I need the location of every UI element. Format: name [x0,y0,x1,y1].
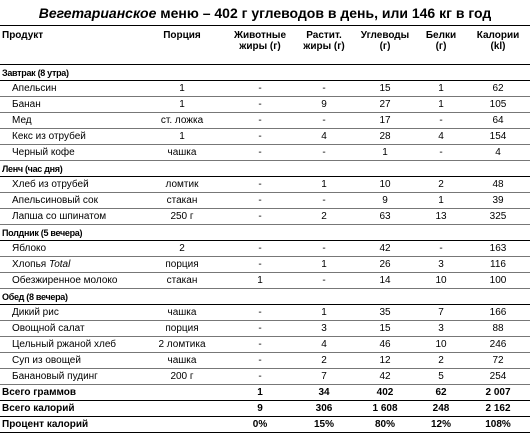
cell-carbs: 42 [379,370,391,382]
product-name: Овощной салат [12,322,85,334]
cell-calories: 325 [489,210,507,222]
cell-protein: 3 [438,322,444,334]
cell-product [0,145,138,161]
cell-product [0,241,138,257]
section-header [0,161,530,177]
cell-carbs: 28 [379,130,391,142]
cell-calories: 100 [489,274,507,286]
cell-product [0,257,138,273]
total-carbs: 1 608 [372,402,398,414]
cell-protein: - [439,242,443,254]
cell-portion: 2 [179,242,185,254]
section-header [0,289,530,305]
total-calories: 108% [485,418,511,430]
total-calories: 2 007 [485,386,511,398]
cell-portion: чашка [167,146,197,158]
title-italic: Вегетарианское [38,5,157,21]
cell-animal-fat: - [258,242,262,254]
header-carbs-line2: (г) [379,41,391,52]
cell-product [0,129,138,145]
table-row [0,353,530,369]
cell-protein: 4 [438,130,444,142]
cell-portion: ст. ложка [160,114,204,126]
product-name: Апельсин [12,82,57,94]
header-portion: Порция [163,30,201,41]
cell-portion: чашка [167,306,197,318]
product-name: Обезжиренное молоко [12,274,118,286]
product-name: Хлопья [12,258,49,270]
cell-product [0,273,138,289]
cell-calories: 48 [492,178,504,190]
cell-portion: 1 [179,130,185,142]
section-label: Завтрак (8 утра) [2,67,69,78]
product-name: Яблоко [12,242,47,254]
total-carbs: 402 [376,386,394,398]
cell-carbs: 27 [379,98,391,110]
cell-carbs: 14 [379,274,391,286]
header-veg-fat-line2: жиры (г) [303,41,345,52]
cell-veg-fat: 3 [321,322,327,334]
cell-veg-fat: 2 [321,354,327,366]
header-calories-line1: Калории [476,30,520,41]
cell-calories: 105 [489,98,507,110]
cell-animal-fat: - [258,194,262,206]
cell-product [0,81,138,97]
totals-label: Всего граммов [2,386,77,398]
cell-protein: 1 [438,98,444,110]
cell-animal-fat: - [258,146,262,158]
cell-calories: 163 [489,242,507,254]
cell-calories: 39 [492,194,504,206]
cell-product [0,321,138,337]
cell-protein: 2 [438,354,444,366]
cell-protein: - [439,114,443,126]
cell-veg-fat: 9 [321,98,327,110]
cell-animal-fat: - [258,210,262,222]
table-row [0,369,530,385]
section-label: Ленч (час дня) [2,163,63,174]
header-animal-fat [226,26,294,65]
section-header [0,65,530,81]
cell-portion: 200 г [170,370,194,382]
cell-protein: 1 [438,194,444,206]
cell-carbs: 63 [379,210,391,222]
cell-protein: 13 [435,210,447,222]
product-name: Черный кофе [12,146,75,158]
cell-product [0,177,138,193]
cell-calories: 246 [489,338,507,350]
header-product: Продукт [2,30,44,41]
table-row [0,113,530,129]
cell-animal-fat: - [258,354,262,366]
header-calories [466,26,530,65]
table-row [0,193,530,209]
cell-carbs: 12 [379,354,391,366]
cell-product [0,113,138,129]
table-row [0,129,530,145]
cell-carbs: 1 [382,146,388,158]
cell-protein: - [439,146,443,158]
cell-carbs: 15 [379,322,391,334]
totals-label: Процент калорий [2,418,89,430]
cell-veg-fat: 4 [321,130,327,142]
total-veg-fat: 306 [315,402,333,414]
total-protein: 62 [435,386,447,398]
table-row [0,97,530,113]
product-name: Суп из овощей [12,354,81,366]
total-animal-fat: 9 [257,402,263,414]
total-protein: 248 [432,402,450,414]
header-calories-line2: (kl) [490,41,506,52]
product-name: Банановый пудинг [12,370,98,382]
cell-calories: 62 [492,82,504,94]
cell-portion: порция [165,258,199,270]
cell-veg-fat: - [322,274,326,286]
totals-row [0,417,530,433]
cell-protein: 3 [438,258,444,270]
cell-portion: стакан [166,194,198,206]
header-protein-line2: (г) [435,41,447,52]
cell-veg-fat: 4 [321,338,327,350]
cell-carbs: 42 [379,242,391,254]
cell-calories: 64 [492,114,504,126]
cell-veg-fat: - [322,146,326,158]
table-row [0,241,530,257]
product-name: Цельный ржаной хлеб [12,338,117,350]
total-animal-fat: 1 [257,386,263,398]
product-name: Банан [12,98,41,110]
header-carbs-line1: Углеводы [360,30,410,41]
table-row [0,177,530,193]
cell-veg-fat: 7 [321,370,327,382]
table-header [0,26,530,65]
cell-carbs: 9 [382,194,388,206]
header-animal-fat-line2: жиры (г) [239,41,281,52]
cell-protein: 10 [435,274,447,286]
cell-portion: чашка [167,354,197,366]
cell-product [0,193,138,209]
cell-calories: 116 [490,258,506,270]
cell-product [0,305,138,321]
cell-portion: 1 [179,98,185,110]
cell-veg-fat: - [322,114,326,126]
cell-product [0,97,138,113]
product-name: Апельсиновый сок [12,194,98,206]
product-name: Хлеб из отрубей [12,178,89,190]
cell-veg-fat: 1 [321,178,327,190]
cell-product [0,353,138,369]
table-row [0,257,530,273]
total-protein: 12% [430,418,451,430]
cell-animal-fat: - [258,370,262,382]
cell-animal-fat: - [258,98,262,110]
cell-portion: 1 [179,82,185,94]
cell-veg-fat: 1 [321,306,327,318]
table-row [0,273,530,289]
totals-row [0,385,530,401]
cell-carbs: 15 [379,82,391,94]
cell-animal-fat: - [258,322,262,334]
cell-veg-fat: - [322,242,326,254]
cell-portion: ломтик [165,178,199,190]
totals-label: Всего калорий [2,402,75,414]
cell-portion: 2 ломтика [158,338,206,350]
cell-veg-fat: 2 [321,210,327,222]
header-veg-fat-line1: Растит. [306,30,342,41]
menu-table [0,25,530,433]
total-carbs: 80% [374,418,395,430]
table-row [0,337,530,353]
cell-animal-fat: - [258,114,262,126]
cell-protein: 5 [438,370,444,382]
cell-calories: 4 [495,146,501,158]
section-label: Полдник (5 вечера) [2,227,83,238]
product-name: Дикий рис [12,306,59,318]
product-name-italic: Total [49,258,71,270]
table-row [0,321,530,337]
title-rest: меню – 402 г углеводов в день, или 146 кг в год [156,5,492,21]
cell-veg-fat: - [322,82,326,94]
cell-carbs: 26 [379,258,391,270]
header-animal-fat-line1: Животные [233,30,287,41]
cell-product [0,209,138,225]
cell-carbs: 17 [379,114,391,126]
cell-protein: 1 [438,82,444,94]
cell-protein: 7 [438,306,444,318]
cell-veg-fat: - [322,194,326,206]
cell-carbs: 35 [379,306,391,318]
cell-animal-fat: - [258,258,262,270]
cell-veg-fat: 1 [321,258,327,270]
product-name: Кекс из отрубей [12,130,86,142]
cell-portion: порция [165,322,199,334]
cell-portion: стакан [166,274,198,286]
cell-animal-fat: 1 [257,274,263,286]
table-row [0,209,530,225]
cell-calories: 166 [489,306,507,318]
totals-row [0,401,530,417]
cell-calories: 154 [489,130,507,142]
cell-animal-fat: - [258,338,262,350]
total-veg-fat: 34 [318,386,330,398]
page-title [0,4,530,22]
cell-carbs: 10 [379,178,391,190]
table-row [0,145,530,161]
cell-calories: 88 [492,322,504,334]
table-row [0,305,530,321]
section-label: Обед (8 вечера) [2,291,68,302]
product-name: Мед [12,114,32,126]
cell-product [0,337,138,353]
cell-calories: 254 [489,370,507,382]
cell-animal-fat: - [258,130,262,142]
header-protein [416,26,466,65]
section-header [0,225,530,241]
cell-calories: 72 [492,354,504,366]
header-protein-line1: Белки [425,30,457,41]
total-veg-fat: 15% [313,418,334,430]
product-name: Лапша со шпинатом [12,210,107,222]
cell-animal-fat: - [258,178,262,190]
cell-protein: 10 [435,338,447,350]
cell-protein: 2 [438,178,444,190]
cell-carbs: 46 [379,338,391,350]
cell-animal-fat: - [258,82,262,94]
table-row [0,81,530,97]
header-carbs [354,26,416,65]
total-animal-fat: 0% [252,418,268,430]
cell-portion: 250 г [170,210,194,222]
cell-animal-fat: - [258,306,262,318]
total-calories: 2 162 [485,402,511,414]
header-veg-fat [294,26,354,65]
cell-product [0,369,138,385]
